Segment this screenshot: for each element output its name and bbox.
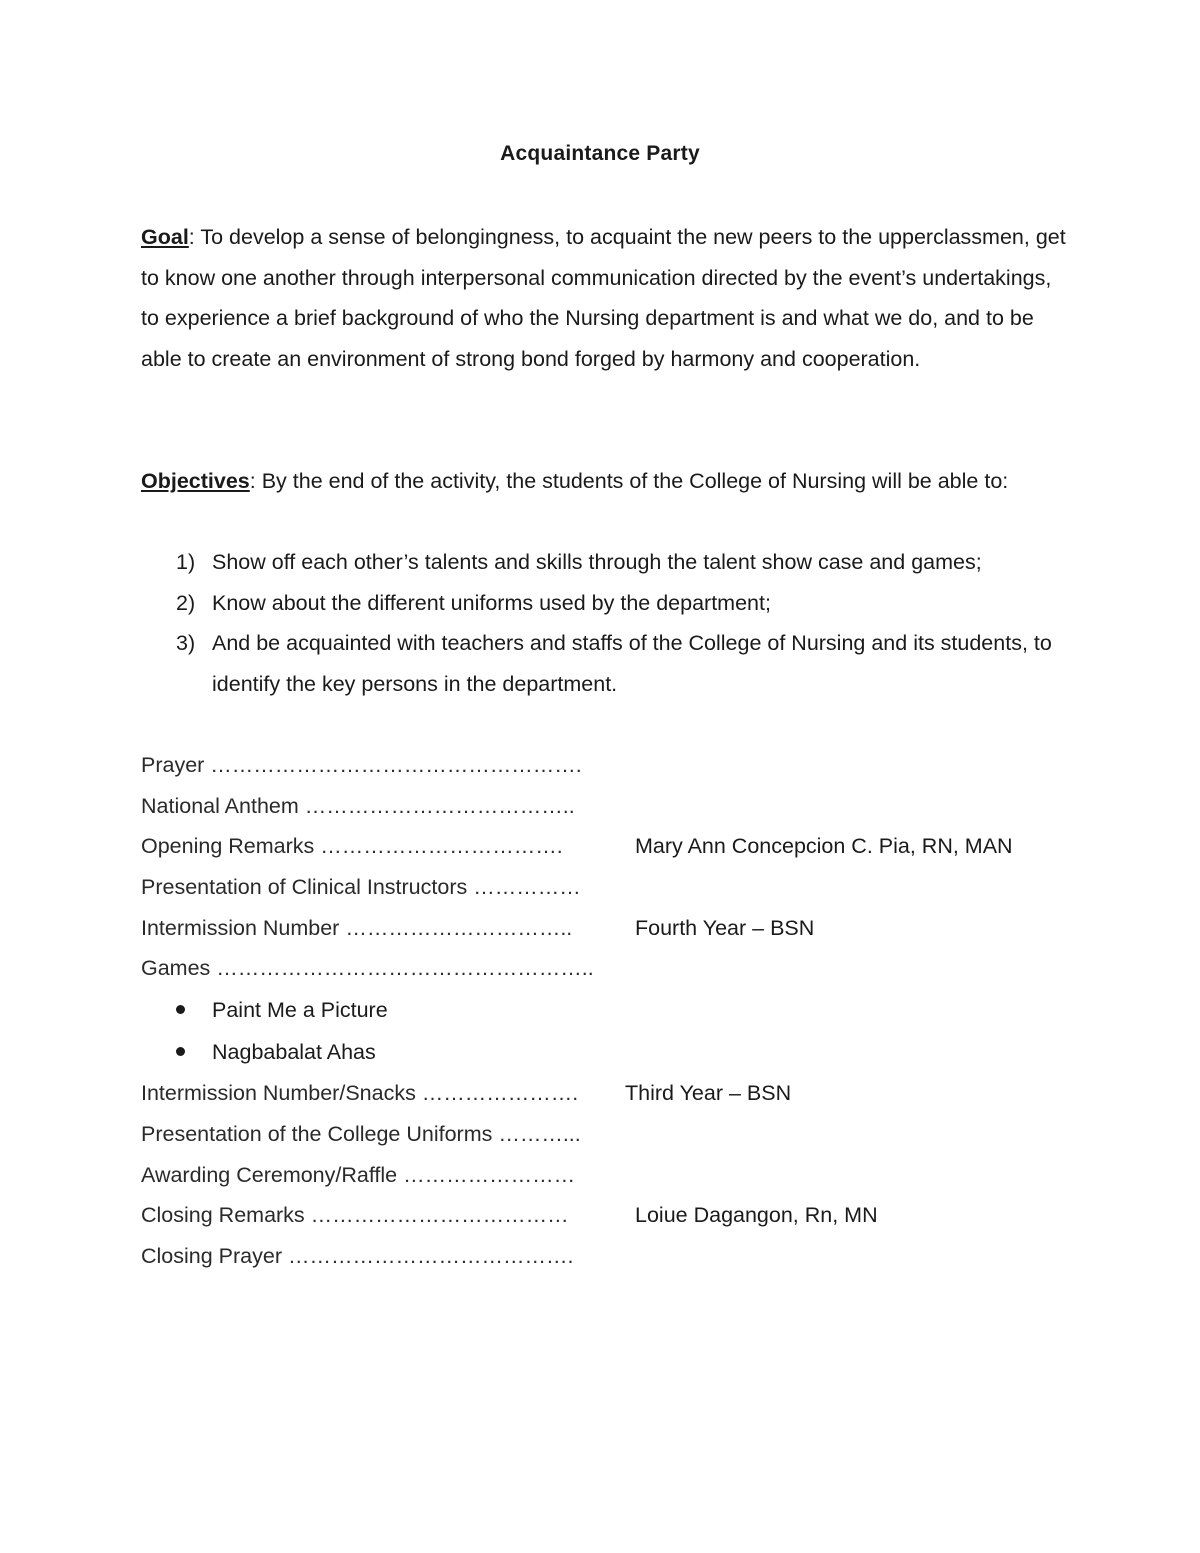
objective-number: 1) [176, 550, 196, 574]
program-leader-dots: …………………… [397, 1162, 576, 1187]
program-item-label: Intermission Number/Snacks [141, 1081, 416, 1106]
program-row-awarding-ceremony [141, 1155, 1101, 1196]
program-leader-dots: ……………………………… [304, 1203, 569, 1228]
program-item-label: Intermission Number [141, 915, 340, 940]
program-item-label: Presentation of the College Uniforms [141, 1121, 493, 1146]
program-item-assignee: Fourth Year – BSN [635, 915, 815, 940]
program-item-label: Prayer [141, 753, 205, 777]
program-row-college-uniforms [141, 1114, 1101, 1155]
program-item-assignee: Third Year – BSN [625, 1081, 792, 1106]
objectives-label: Objectives [141, 469, 250, 493]
objective-item [141, 542, 1081, 583]
program-row-opening-remarks [141, 826, 1101, 867]
program-item-label: Opening Remarks [141, 834, 315, 859]
objective-text: Show off each other’s talents and skills through the talent show case and games; [212, 550, 982, 574]
objective-text: And be acquainted with teachers and staffs of the College of Nursing and its students, to identify the key persons in the department. [212, 631, 1052, 696]
bullet-icon [176, 1047, 185, 1056]
objectives-list [141, 542, 1081, 704]
program-item-label: Games [141, 956, 211, 981]
document-title: Acquaintance Party [500, 142, 700, 165]
program-leader-dots: ……………………………………………. [204, 753, 582, 777]
game-name: Paint Me a Picture [212, 998, 388, 1023]
program-item-label: Closing Prayer [141, 1243, 282, 1268]
program-leader-dots: …………………………………. [282, 1243, 574, 1268]
program-leader-dots: …………… [467, 875, 581, 900]
program-row-prayer [141, 745, 1101, 786]
program-row-games [141, 948, 1101, 989]
objective-number: 3) [176, 631, 196, 656]
program-leader-dots: …………………. [415, 1081, 579, 1106]
program-item-label: Closing Remarks [141, 1203, 305, 1228]
goal-paragraph [141, 217, 1071, 379]
program-item-assignee: Loiue Dagangon, Rn, MN [635, 1203, 878, 1228]
program-leader-dots: ……………………………. [314, 834, 563, 859]
program-item-assignee: Mary Ann Concepcion C. Pia, RN, MAN [635, 834, 1013, 859]
program-row-clinical-instructors [141, 867, 1101, 908]
objectives-paragraph [141, 461, 1071, 502]
program-leader-dots: ………………………….. [339, 915, 573, 940]
goal-text: : To develop a sense of belongingness, to acquaint the new peers to the upperclassmen, get to know one another through interpersonal communication directed by the event’s undertakings, to experience a brief background of who the Nursing department is and what we do, and to be able to create an environment of strong bond forged by harmony and cooperation. [141, 225, 1066, 371]
program-leader-dots: ……………………………….. [298, 793, 575, 818]
program-list [141, 745, 1101, 1277]
program-item-label: Presentation of Clinical Instructors [141, 875, 468, 900]
objective-number: 2) [176, 590, 196, 615]
program-row-intermission-number [141, 908, 1101, 949]
program-row-intermission-snacks [141, 1073, 1101, 1114]
game-name: Nagbabalat Ahas [212, 1040, 376, 1065]
objective-item [141, 583, 1081, 624]
program-item-label: Awarding Ceremony/Raffle [141, 1162, 398, 1187]
objectives-text: : By the end of the activity, the students of the College of Nursing will be able to: [249, 469, 1009, 493]
program-row-closing-prayer [141, 1236, 1101, 1277]
program-row-closing-remarks [141, 1195, 1101, 1236]
game-list-item [141, 1031, 1101, 1073]
program-item-label: National Anthem [141, 793, 299, 818]
goal-label: Goal [141, 225, 189, 249]
program-leader-dots: ………... [492, 1121, 581, 1146]
objective-text: Know about the different uniforms used by the department; [212, 590, 771, 615]
objective-item [141, 623, 1081, 704]
bullet-icon [176, 1005, 185, 1014]
game-list-item [141, 989, 1101, 1031]
program-leader-dots: …………………………………………….. [210, 956, 594, 981]
program-row-national-anthem [141, 786, 1101, 827]
